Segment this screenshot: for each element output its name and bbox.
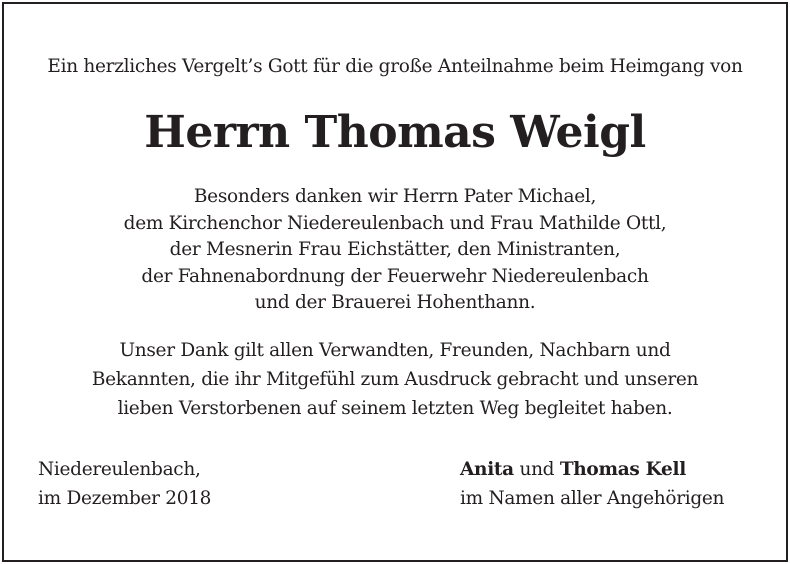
thanks-line: der Fahnenabordnung der Feuerwehr Niedereulenbach [141,265,649,287]
thanks-line: der Mesnerin Frau Eichstätter, den Ministranten, [169,239,621,260]
special-thanks [0,184,790,317]
general-line: lieben Verstorbenen auf seinem letzten Weg begleitet haben. [117,398,673,419]
signature [460,455,724,513]
general-line: Bekannten, die ihr Mitgefühl zum Ausdruck gebracht und unseren [91,369,699,390]
date-line: im Dezember 2018 [38,488,212,509]
signer-connector: und [513,459,560,480]
thanks-line: dem Kirchenchor Niedereulenbach und Frau Mathilde Ottl, [123,212,667,234]
signer-second: Thomas Kell [559,459,686,480]
deceased-name: Herrn Thomas Weigl [144,107,646,158]
general-thanks [0,336,790,423]
signature-subline: im Namen aller Angehörigen [460,488,725,509]
signer-first: Anita [460,459,514,480]
place-date [38,455,211,513]
place-line: Niedereulenbach, [38,459,201,480]
intro-text: Ein herzliches Vergelt’s Gott für die große Anteilnahme beim Heimgang von [47,56,743,77]
signature-names [460,455,724,484]
thanks-line: Besonders danken wir Herrn Pater Michael, [193,186,597,207]
general-line: Unser Dank gilt allen Verwandten, Freunden, Nachbarn und [119,340,671,361]
thanks-line: und der Brauerei Hohenthann. [254,292,536,313]
